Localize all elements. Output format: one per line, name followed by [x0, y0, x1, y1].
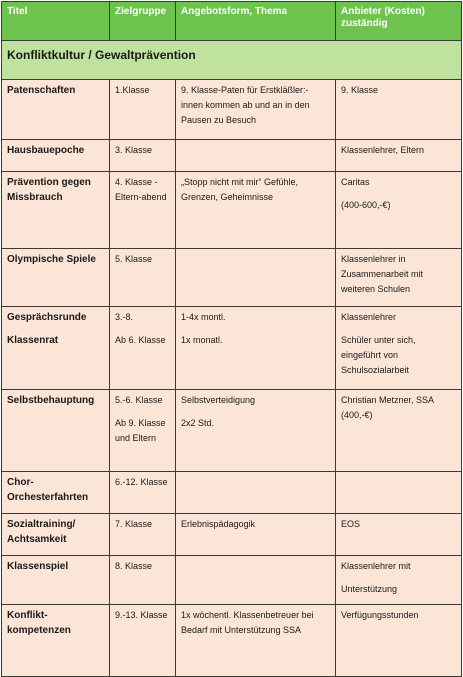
row-titel: Klassenspiel — [2, 556, 110, 605]
row-titel: Selbstbehauptung — [2, 390, 110, 472]
angebot-line-b: 2x2 Std. — [181, 418, 215, 428]
row-anbieter: Christian Metzner, SSA (400,-€) — [336, 390, 462, 472]
row-anbieter: EOS — [336, 514, 462, 556]
row-anbieter: Klassenlehrer in Zusammenarbeit mit weiteren Schulen — [336, 249, 462, 307]
table-row — [2, 80, 462, 140]
row-zielgruppe: 4. Klasse - Eltern-abend — [110, 172, 176, 249]
header-anbieter — [336, 2, 462, 41]
ziel-line-b: Ab 9. Klasse und Eltern — [115, 418, 166, 443]
row-anbieter — [336, 307, 462, 390]
row-anbieter — [336, 172, 462, 249]
row-titel: Konflikt-kompetenzen — [2, 605, 110, 677]
row-angebot — [176, 390, 336, 472]
ziel-line-a: 3.-8. — [115, 312, 134, 322]
section-title: Konfliktkultur / Gewaltprävention — [2, 41, 462, 80]
row-angebot — [176, 472, 336, 514]
table-row — [2, 514, 462, 556]
titel-line-a: Gesprächsrunde — [7, 312, 87, 323]
titel-line-b: Klassenrat — [7, 335, 59, 346]
row-titel: Olympische Spiele — [2, 249, 110, 307]
anbieter-cost: (400-600,-€) — [341, 200, 391, 210]
row-zielgruppe: 3. Klasse — [110, 140, 176, 172]
table-row — [2, 172, 462, 249]
header-angebot: Angebotsform, Thema — [176, 2, 336, 41]
table-header-row — [2, 2, 462, 41]
angebot-line-b: 1x monatl. — [181, 335, 223, 345]
row-anbieter — [336, 472, 462, 514]
row-titel: Sozialtraining/ Achtsamkeit — [2, 514, 110, 556]
row-titel — [2, 307, 110, 390]
table-row — [2, 556, 462, 605]
row-angebot: 9. Klasse-Paten für Erstkläßler:-innen kommen ab und an in den Pausen zu Besuch — [176, 80, 336, 140]
row-zielgruppe: 8. Klasse — [110, 556, 176, 605]
offer-table — [1, 1, 462, 677]
header-anbieter-line1: Anbieter (Kosten) — [341, 6, 425, 17]
row-zielgruppe — [110, 307, 176, 390]
row-zielgruppe: 6.-12. Klasse — [110, 472, 176, 514]
table-row — [2, 307, 462, 390]
anbieter-line-b: Unterstützung — [341, 584, 398, 594]
table-row — [2, 140, 462, 172]
header-zielgruppe: Zielgruppe — [110, 2, 176, 41]
row-zielgruppe: 7. Klasse — [110, 514, 176, 556]
row-anbieter: 9. Klasse — [336, 80, 462, 140]
row-zielgruppe: 9.-13. Klasse — [110, 605, 176, 677]
row-zielgruppe: 1.Klasse — [110, 80, 176, 140]
ziel-line-a: 5.-6. Klasse — [115, 395, 163, 405]
row-anbieter: Klassenlehrer, Eltern — [336, 140, 462, 172]
table-row — [2, 390, 462, 472]
row-anbieter — [336, 556, 462, 605]
row-angebot — [176, 556, 336, 605]
row-titel: Prävention gegen Missbrauch — [2, 172, 110, 249]
row-angebot: Erlebnispädagogik — [176, 514, 336, 556]
anbieter-line-a: Klassenlehrer mit — [341, 561, 411, 571]
row-angebot: 1x wöchentl. Klassenbetreuer bei Bedarf mit Unterstützung SSA — [176, 605, 336, 677]
row-angebot — [176, 307, 336, 390]
section-row — [2, 41, 462, 80]
row-angebot: „Stopp nicht mit mir“ Gefühle, Grenzen, Geheimnisse — [176, 172, 336, 249]
header-titel: Titel — [2, 2, 110, 41]
row-titel: Chor-Orchesterfahrten — [2, 472, 110, 514]
row-angebot — [176, 140, 336, 172]
row-zielgruppe — [110, 390, 176, 472]
angebot-line-a: 1-4x montl. — [181, 312, 226, 322]
row-zielgruppe: 5. Klasse — [110, 249, 176, 307]
table-row — [2, 605, 462, 677]
row-titel: Hausbauepoche — [2, 140, 110, 172]
table-row — [2, 472, 462, 514]
row-angebot — [176, 249, 336, 307]
anbieter-line-b: Schüler unter sich, eingeführt von Schulsozialarbeit — [341, 335, 416, 375]
header-anbieter-line2: zuständig — [341, 18, 388, 29]
row-titel: Patenschaften — [2, 80, 110, 140]
ziel-line-b: Ab 6. Klasse — [115, 335, 166, 345]
row-anbieter: Verfügungsstunden — [336, 605, 462, 677]
anbieter-line-a: Klassenlehrer — [341, 312, 397, 322]
anbieter-line: Caritas — [341, 177, 370, 187]
table-row — [2, 249, 462, 307]
angebot-line-a: Selbstverteidigung — [181, 395, 256, 405]
